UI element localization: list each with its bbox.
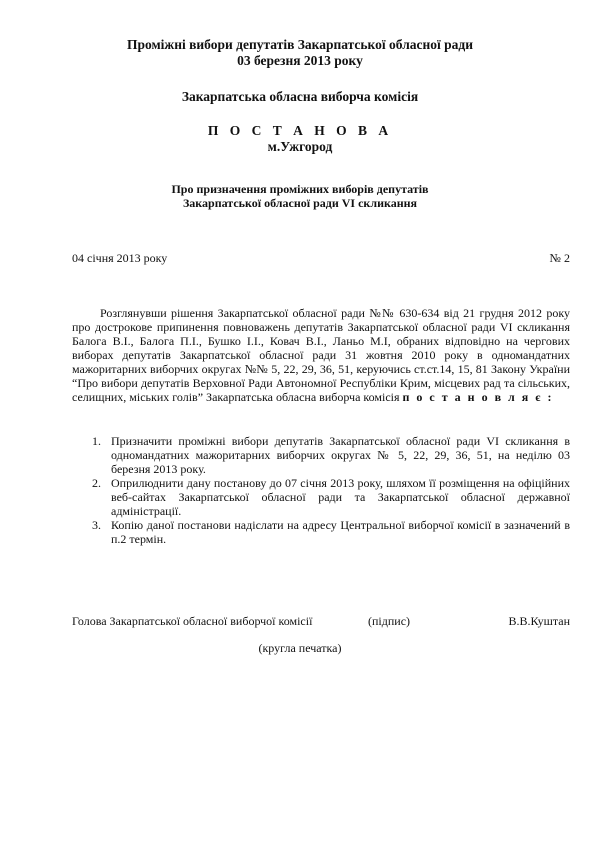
document-number: № 2 <box>549 251 570 265</box>
city: м.Ужгород <box>267 139 333 154</box>
list-item <box>92 434 570 476</box>
election-title: Проміжні вибори депутатів Закарпатської обласної ради <box>126 37 474 52</box>
seal-note: (кругла печатка) <box>258 641 342 655</box>
list-item <box>92 518 570 546</box>
document-type: П О С Т А Н О В А <box>207 123 393 138</box>
commission-name: Закарпатська обласна виборча комісія <box>181 89 419 104</box>
list-item <box>92 476 570 518</box>
signatory-name: В.В.Куштан <box>508 614 570 628</box>
election-date: 03 березня 2013 року <box>237 53 363 68</box>
item-text: Копію даної постанови надіслати на адресу Центральної виборчої комісії в зазначений в п.2 термін. <box>111 518 570 546</box>
item-text: Оприлюднити дану постанову до 07 січня 2013 року, шляхом її розміщення на офіційних веб-сайтах Закарпатської обласної ради та Закарпатської обласної державної адміністрації. <box>111 476 570 518</box>
item-text: Призначити проміжні вибори депутатів Закарпатської обласної ради VI скликання в одномандатних мажоритарних виборчих округах № 5, 22, 29, 36, 51, на неділю 03 березня 2013 року. <box>111 434 570 476</box>
document-date: 04 січня 2013 року <box>72 251 168 265</box>
signatory-position: Голова Закарпатської обласної виборчої комісії <box>72 614 313 628</box>
signature-label: (підпис) <box>368 614 411 628</box>
resolves-keyword: п о с т а н о в л я є : <box>402 390 554 404</box>
subject-line-2: Закарпатської обласної ради VI скликання <box>182 196 418 210</box>
preamble-text: Розглянувши рішення Закарпатської обласної ради №№ 630-634 від 21 грудня 2012 року про дострокове припинення повноважень депутатів Закарпатської обласної ради VI скликання Балога В.І., Балога П.І., Бушко І.І., Ковач В.І., Ланьо М.І, обраних відповідно на чергових виборах депутатів Закарпатської обласної ради 31 жовтня 2010 року в одномандатних мажоритарних виборчих округах №№ 5, 22, 29, 36, 51, керуючись ст.ст.14, 15, 81 Закону України “Про вибори депутатів Верховної Ради Автономної Республіки Крим, місцевих рад та сільських, селищних, міських голів” Закарпатська обласна виборча комісія <box>72 306 570 404</box>
item-number: 2. <box>92 476 101 490</box>
item-number: 3. <box>92 518 101 532</box>
subject-line-1: Про призначення проміжних виборів депутатів <box>171 182 429 196</box>
item-number: 1. <box>92 434 101 448</box>
preamble-paragraph <box>72 306 570 404</box>
resolution-list <box>92 434 570 546</box>
